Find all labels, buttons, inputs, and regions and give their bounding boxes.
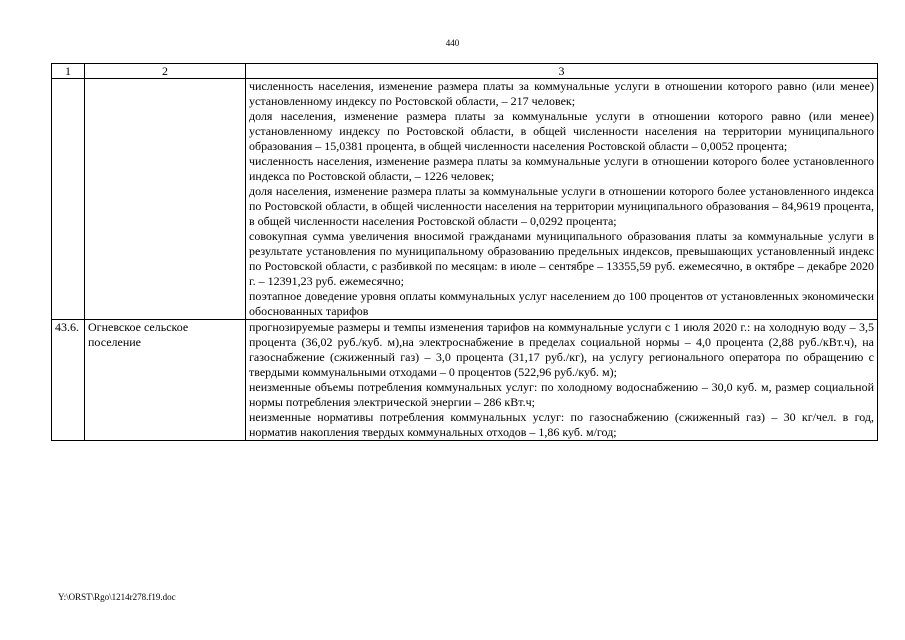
row-content xyxy=(246,79,878,320)
page-number: 440 xyxy=(445,38,460,48)
paragraph: численность населения, изменение размера платы за коммунальные услуги в отношении которого равно (или менее) установленному индексу по Ростовской области, – 217 человек; xyxy=(249,79,874,108)
table-header-row xyxy=(52,64,878,79)
table-row xyxy=(52,320,878,441)
row-content xyxy=(246,320,878,441)
header-cell-2: 2 xyxy=(85,64,246,79)
header-cell-1: 1 xyxy=(52,64,85,79)
row-name: Огневское сельское поселение xyxy=(85,320,246,441)
paragraph: доля населения, изменение размера платы за коммунальные услуги в отношении которого равно (или менее) установленному индексу по Ростовской области, в общей численности населения на территории муниципального образования – 15,0381 процента, в общей численности населения Ростовской области – 0,0052 процента; xyxy=(249,109,874,153)
paragraph: прогнозируемые размеры и темпы изменения тарифов на коммунальные услуги с 1 июля 2020 г.: на холодную воду – 3,5 процента (36,02 руб./куб. м),на электроснабжение в пределах социальной нормы – 4,0 процента (2,88 руб./кВт.ч), на газоснабжение (сжиженный газ) – 3,0 процента (31,17 руб./кг), на услугу регионального оператора по обращению с твердыми коммунальными отходами – 0 процентов (522,96 руб./куб. м); xyxy=(249,320,874,379)
paragraph: численность населения, изменение размера платы за коммунальные услуги в отношении которого более установленного индекса по Ростовской области, – 1226 человек; xyxy=(249,154,874,183)
header-cell-3: 3 xyxy=(246,64,878,79)
paragraph: доля населения, изменение размера платы за коммунальные услуги в отношении которого более установленного индекса по Ростовской области, в общей численности населения на территории муниципального образования – 84,9619 процента, в общей численности населения Ростовской области – 0,0292 процента; xyxy=(249,184,874,228)
footer-file-path: Y:\ORST\Rgo\1214r278.f19.doc xyxy=(58,592,176,602)
paragraph: совокупная сумма увеличения вносимой гражданами муниципального образования платы за коммунальные услуги в результате установления по муниципальному образованию предельных индексов, превышающих установленный индекс по Ростовской области, с разбивкой по месяцам: в июле – сентябре – 13355,59 руб. ежемесячно, в октябре – декабре 2020 г. – 12391,23 руб. ежемесячно; xyxy=(249,229,874,288)
table-row xyxy=(52,79,878,320)
paragraph: неизменные нормативы потребления коммунальных услуг: по газоснабжению (сжиженный газ) – 30 кг/чел. в год, норматив накопления твердых коммунальных отходов – 1,86 куб. м/год; xyxy=(249,410,874,439)
document-table xyxy=(51,63,878,441)
paragraph: поэтапное доведение уровня оплаты коммунальных услуг населением до 100 процентов от установленных экономически обоснованных тарифов xyxy=(249,289,874,318)
paragraph: неизменные объемы потребления коммунальных услуг: по холодному водоснабжению – 30,0 куб. м, размер социальной нормы потребления электрической энергии – 286 кВт.ч; xyxy=(249,380,874,409)
row-number xyxy=(52,79,85,320)
row-number: 43.6. xyxy=(52,320,85,441)
row-name xyxy=(85,79,246,320)
